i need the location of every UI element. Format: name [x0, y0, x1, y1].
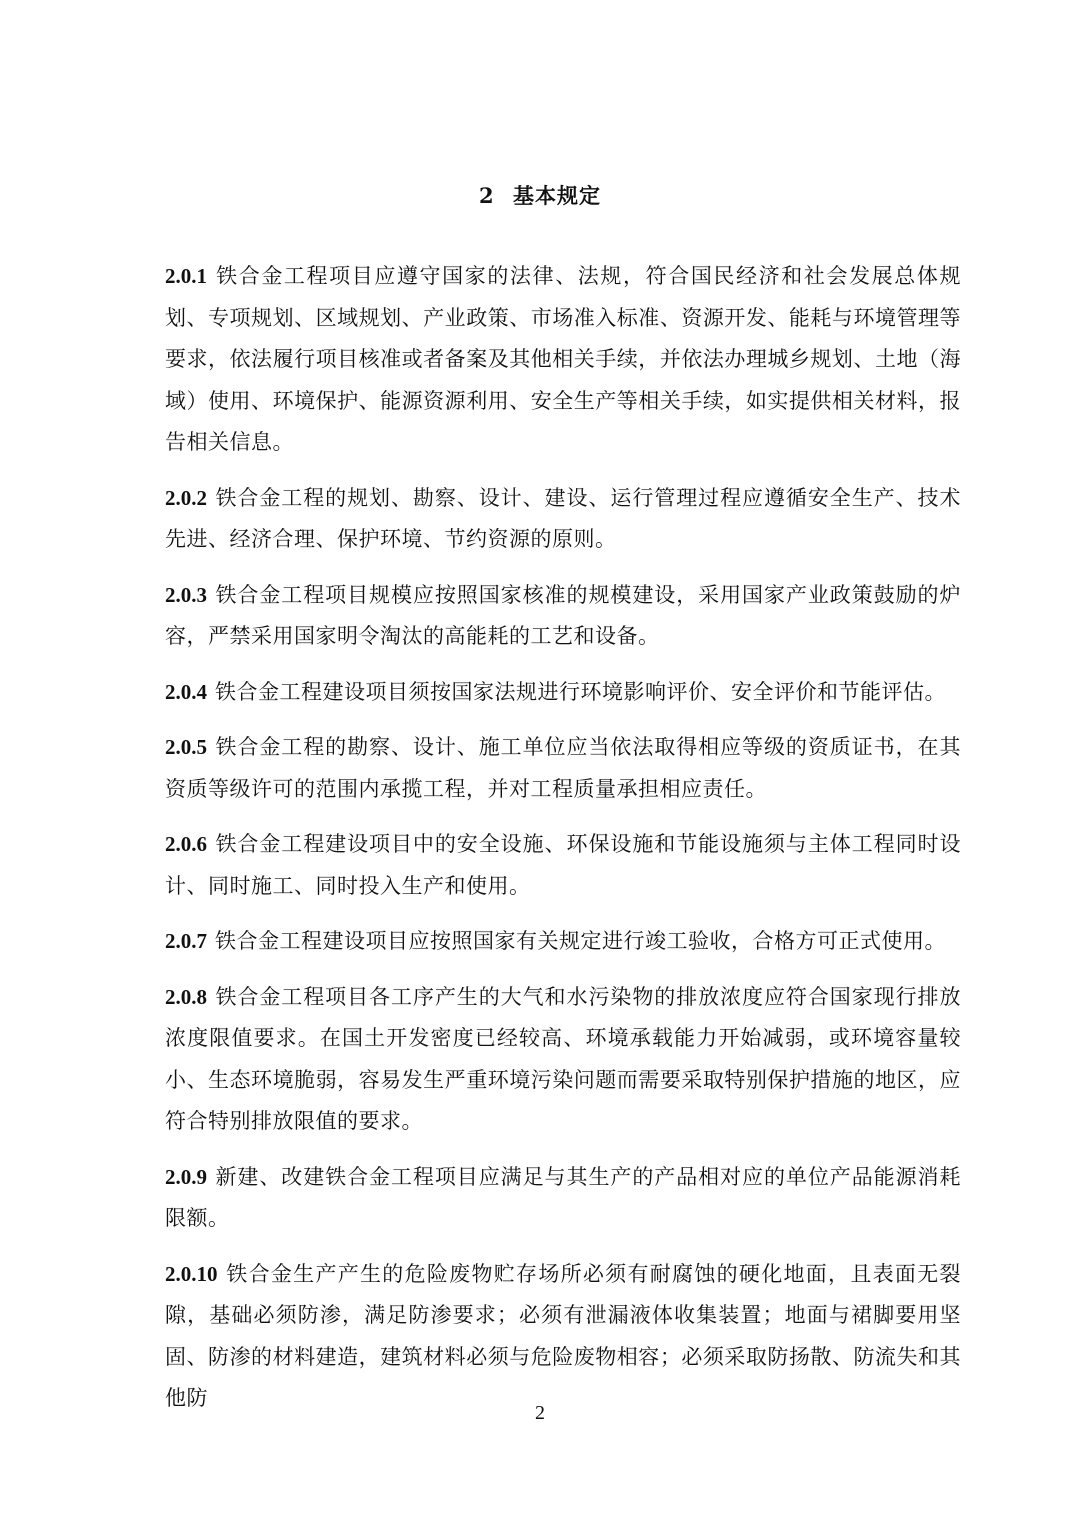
clause-text: 铁合金工程的规划、勘察、设计、建设、运行管理过程应遵循安全生产、技术先进、经济合理、保护环境、节约资源的原则。: [165, 485, 961, 551]
clause-number: 2.0.4: [165, 679, 207, 704]
clause-number: 2.0.8: [165, 984, 207, 1009]
clause-number: 2.0.2: [165, 485, 207, 510]
clause-2-0-6: [165, 824, 961, 907]
clause-text: 新建、改建铁合金工程项目应满足与其生产的产品相对应的单位产品能源消耗限额。: [165, 1164, 961, 1230]
clause-text: 铁合金工程建设项目须按国家法规进行环境影响评价、安全评价和节能评估。: [215, 679, 946, 704]
clause-text: 铁合金工程项目应遵守国家的法律、法规，符合国民经济和社会发展总体规划、专项规划、区域规划、产业政策、市场准入标准、资源开发、能耗与环境管理等要求，依法履行项目核准或者备案及其他相关手续，并依法办理城乡规划、土地（海域）使用、环境保护、能源资源利用、安全生产等相关手续，如实提供相关材料，报告相关信息。: [165, 264, 961, 454]
clause-number: 2.0.9: [165, 1164, 207, 1189]
clause-text: 铁合金工程的勘察、设计、施工单位应当依法取得相应等级的资质证书，在其资质等级许可的范围内承揽工程，并对工程质量承担相应责任。: [165, 735, 961, 801]
clause-text: 铁合金工程建设项目应按照国家有关规定进行竣工验收，合格方可正式使用。: [215, 929, 946, 953]
clause-2-0-10: [165, 1254, 961, 1420]
page-number: 2: [535, 1402, 545, 1424]
clause-number: 2.0.5: [165, 735, 207, 759]
clause-2-0-3: [165, 575, 961, 658]
clause-text: 铁合金工程建设项目中的安全设施、环保设施和节能设施须与主体工程同时设计、同时施工、同时投入生产和使用。: [165, 832, 961, 898]
clause-2-0-5: [165, 727, 961, 810]
clause-number: 2.0.1: [165, 264, 207, 288]
clause-2-0-8: [165, 977, 961, 1143]
clause-2-0-1: [165, 256, 961, 464]
clause-number: 2.0.3: [165, 582, 207, 607]
clause-text: 铁合金工程项目规模应按照国家核准的规模建设，采用国家产业政策鼓励的炉容，严禁采用国家明令淘汰的高能耗的工艺和设备。: [165, 582, 961, 648]
section-title: 基本规定: [512, 183, 601, 208]
clause-2-0-7: [165, 921, 961, 963]
clause-2-0-4: [165, 672, 961, 714]
clause-text: 铁合金生产产生的危险废物贮存场所必须有耐腐蚀的硬化地面，且表面无裂隙，基础必须防渗，满足防渗要求；必须有泄漏液体收集装置；地面与裙脚要用坚固、防渗的材料建造，建筑材料必须与危险废物相容；必须采取防扬散、防流失和其他防: [165, 1261, 961, 1410]
clause-text: 铁合金工程项目各工序产生的大气和水污染物的排放浓度应符合国家现行排放浓度限值要求。在国土开发密度已经较高、环境承载能力开始减弱，或环境容量较小、生态环境脆弱，容易发生严重环境污染问题而需要采取特别保护措施的地区，应符合特别排放限值的要求。: [165, 984, 961, 1133]
clause-list: [165, 256, 961, 1434]
section-number: 2: [479, 183, 495, 208]
clause-2-0-9: [165, 1157, 961, 1240]
clause-number: 2.0.7: [165, 929, 207, 953]
clause-number: 2.0.6: [165, 832, 207, 856]
clause-2-0-2: [165, 478, 961, 561]
clause-number: 2.0.10: [165, 1261, 218, 1286]
section-heading: [0, 178, 1080, 214]
